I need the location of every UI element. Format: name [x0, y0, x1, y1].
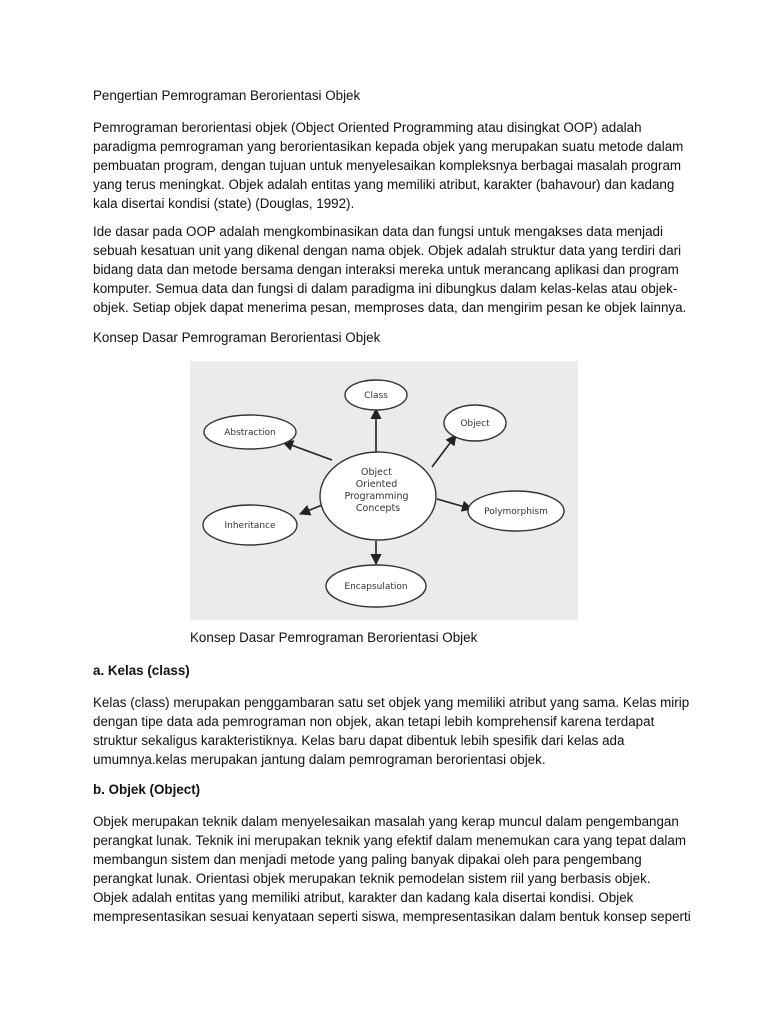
paragraph-line: kala disertai kondisi (state) (Douglas, 1992). — [93, 196, 355, 212]
arrow-to-abstraction — [283, 442, 332, 460]
paragraph-line: yang terus meningkat. Objek adalah entitas yang memiliki atribut, karakter (bahavour) dan kadang — [93, 177, 675, 193]
center-label-line: Concepts — [355, 503, 401, 514]
abstraction-label: Abstraction — [224, 428, 276, 438]
paragraph-line: perangkat lunak. Teknik ini merupakan teknik yang efektif dalam menemukan cara yang tepat dalam — [93, 833, 686, 849]
paragraph-line: objek. Setiap objek dapat menerima pesan, memproses data, dan mengirim pesan ke objek lainnya. — [93, 300, 687, 316]
objek-heading: b. Objek (Object) — [93, 782, 201, 797]
kelas-paragraph — [93, 693, 690, 769]
paragraph-line: perangkat lunak. Orientasi objek merupakan teknik pemodelan sistem riil yang berbasis objek. — [93, 871, 651, 887]
arrow-to-object — [432, 435, 456, 467]
paragraph-line: umumnya.kelas merupakan jantung dalam pemrograman berorientasi objek. — [93, 752, 546, 768]
paragraph-line: struktur sekaligus karakteristiknya. Kelas baru dapat dibentuk lebih spesifik dari kelas ada — [93, 733, 625, 749]
paragraph-line: bidang data dan metode bersama dengan interaksi mereka untuk merancang aplikasi dan program — [93, 262, 679, 278]
paragraph-line: Objek adalah entitas yang memiliki atribut, karakter dan kadang kala disertai kondisi. Objek — [93, 890, 634, 906]
class-label: Class — [364, 391, 388, 401]
paragraph-line: komputer. Semua data dan fungsi di dalam paradigma ini dibungkus dalam kelas-kelas atau objek- — [93, 281, 678, 297]
center-label-line: Object — [361, 467, 392, 478]
figure-caption: Konsep Dasar Pemrograman Berorientasi Objek — [190, 630, 478, 645]
paragraph-line: mempresentasikan sesuai kenyataan seperti siswa, mempresentasikan dalam bentuk konsep seperti — [93, 909, 691, 925]
inheritance-label: Inheritance — [224, 521, 276, 531]
oop-concepts-diagram — [190, 361, 578, 620]
objek-paragraph — [93, 812, 691, 927]
paragraph-line: Objek merupakan teknik dalam menyelesaikan masalah yang kerap muncul dalam pengembangan — [93, 814, 679, 829]
paragraph-line: Pemrograman berorientasi objek (Object Oriented Programming atau disingkat OOP) adalah — [93, 120, 642, 135]
paragraph-line: pembuatan program, dengan tujuan untuk menyelesaikan kompleksnya berbagai masalah program — [93, 158, 682, 174]
paragraph-line: dengan tipe data ada pemrograman non objek, akan tetapi lebih komprehensif karena terdapat — [93, 714, 655, 730]
diagram-svg — [190, 361, 578, 620]
arrow-to-polymorphism — [437, 499, 472, 509]
polymorphism-label: Polymorphism — [484, 507, 548, 517]
intro-paragraph — [93, 118, 683, 213]
object-label: Object — [460, 419, 490, 429]
page-title: Pengertian Pemrograman Berorientasi Objek — [93, 88, 361, 103]
paragraph-line: sebuah kesatuan unit yang dikenal dengan nama objek. Objek adalah struktur data yang terdiri dari — [93, 243, 682, 259]
encapsulation-label: Encapsulation — [344, 582, 408, 592]
kelas-heading: a. Kelas (class) — [93, 663, 190, 678]
center-label-line: Programming — [344, 491, 409, 502]
paragraph-line: membangun sistem dan menjadi metode yang paling banyak dipakai oleh para pengembang — [93, 852, 642, 868]
paragraph-line: Kelas (class) merupakan penggambaran satu set objek yang memiliki atribut yang sama. Kelas mirip — [93, 695, 690, 710]
section-title: Konsep Dasar Pemrograman Berorientasi Objek — [93, 330, 381, 345]
paragraph-line: Ide dasar pada OOP adalah mengkombinasikan data dan fungsi untuk mengakses data menjadi — [93, 224, 663, 239]
center-label-line: Oriented — [355, 479, 398, 490]
oop-idea-paragraph — [93, 222, 687, 317]
paragraph-line: paradigma pemrograman yang berorientasikan kepada objek yang merupakan suatu metode dalam — [93, 139, 684, 155]
